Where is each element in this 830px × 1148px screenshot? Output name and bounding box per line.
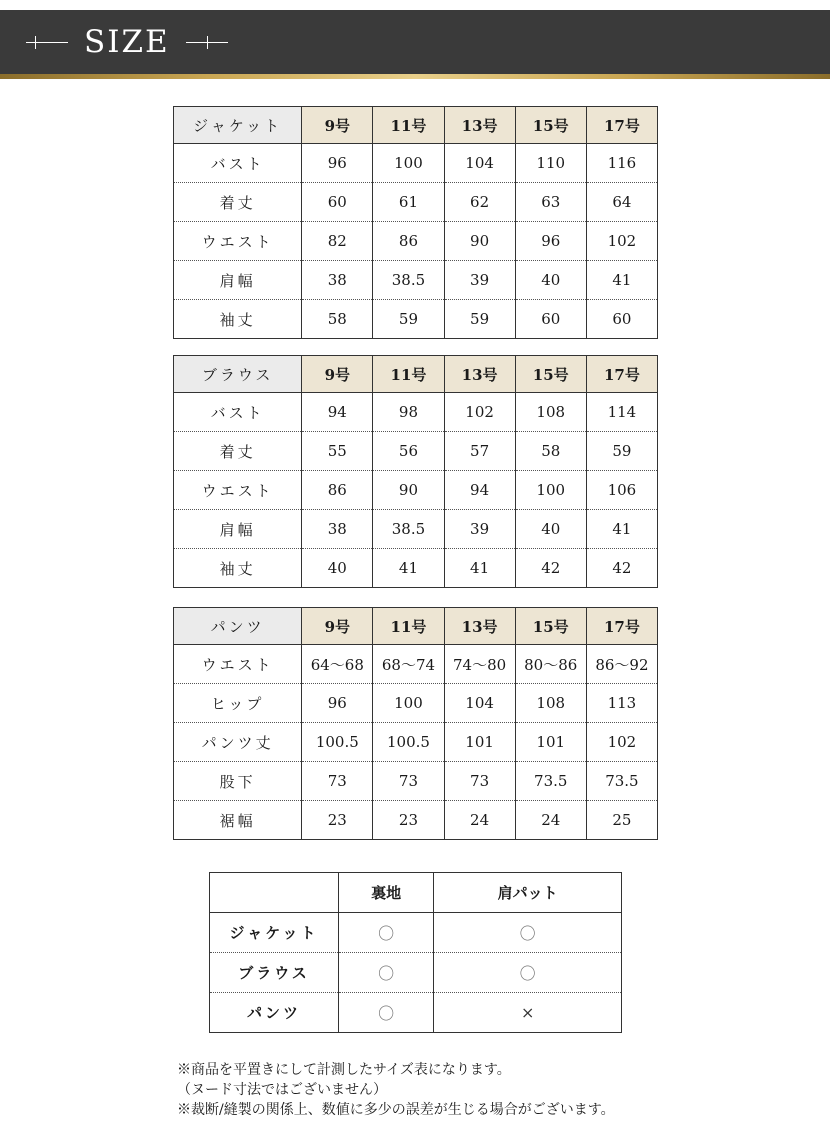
table-row [174,432,658,471]
availability-mark: 〇 [434,913,622,953]
cell: 41 [373,549,444,588]
cell: 74～80 [444,645,515,684]
cell: 114 [586,393,657,432]
cell: 56 [373,432,444,471]
cell: 101 [444,723,515,762]
cell: 100 [515,471,586,510]
size-header: 15号 [515,356,586,393]
row-label: パンツ丈 [174,723,302,762]
table-row [210,913,622,953]
table-header-row [174,107,658,144]
cell: 58 [302,300,373,339]
row-label: 着丈 [174,183,302,222]
cell: 101 [515,723,586,762]
cell: 94 [302,393,373,432]
cell: 64～68 [302,645,373,684]
table-row [174,393,658,432]
cell: 104 [444,684,515,723]
cell: 24 [444,801,515,840]
size-header: 17号 [586,608,657,645]
cell: 96 [302,684,373,723]
cell: 100 [373,144,444,183]
table-row [174,261,658,300]
cell: 41 [444,549,515,588]
table-row [174,645,658,684]
size-table-blouse [173,355,658,588]
cell: 64 [586,183,657,222]
cell: 60 [515,300,586,339]
row-label: バスト [174,144,302,183]
cell: 86～92 [586,645,657,684]
table-row [174,183,658,222]
cell: 41 [586,510,657,549]
row-label: ブラウス [210,953,339,993]
size-header: 11号 [373,356,444,393]
note-line: ※裁断/縫製の関係上、数値に多少の誤差が生じる場合がございます。 [177,1102,615,1118]
cell: 113 [586,684,657,723]
table-row [210,953,622,993]
table-row [174,684,658,723]
row-label: ウエスト [174,471,302,510]
cell: 96 [302,144,373,183]
size-header: 11号 [373,107,444,144]
note-line: （ヌード寸法ではございません） [177,1082,387,1098]
cell: 39 [444,510,515,549]
options-corner [210,873,339,913]
cell: 80～86 [515,645,586,684]
cell: 23 [373,801,444,840]
cell: 59 [373,300,444,339]
table-row [174,801,658,840]
row-label: 肩幅 [174,261,302,300]
table-row [174,762,658,801]
availability-mark: 〇 [339,953,434,993]
table-row [174,549,658,588]
cell: 100.5 [302,723,373,762]
row-label: バスト [174,393,302,432]
cell: 108 [515,393,586,432]
size-header: 13号 [444,107,515,144]
table-row [174,144,658,183]
size-header: 11号 [373,608,444,645]
table-row [174,723,658,762]
table-category: パンツ [174,608,302,645]
cell: 42 [515,549,586,588]
cell: 55 [302,432,373,471]
cell: 116 [586,144,657,183]
table-row [174,510,658,549]
row-label: 肩幅 [174,510,302,549]
cell: 86 [302,471,373,510]
cell: 60 [612,310,632,328]
cell: 68～74 [373,645,444,684]
size-header: 15号 [515,608,586,645]
cell: 63 [515,183,586,222]
cell: 106 [586,471,657,510]
size-header: 9号 [302,356,373,393]
cell: 38 [302,510,373,549]
cell: 82 [302,222,373,261]
section-title-group [26,10,228,74]
table-row [210,993,622,1033]
option-header-shoulder-pad: 肩パット [434,873,622,913]
cross-line-right-icon [186,10,228,74]
table-header-row [174,356,658,393]
row-label: 着丈 [174,432,302,471]
cell: 59 [586,432,657,471]
table-category: ブラウス [174,356,302,393]
table-row [174,471,658,510]
cell: 73.5 [586,762,657,801]
size-table-pants [173,607,658,840]
availability-mark: 〇 [339,993,434,1033]
cell: 40 [302,549,373,588]
size-header: 13号 [444,356,515,393]
cell: 40 [515,510,586,549]
cell: 108 [515,684,586,723]
cell: 58 [515,432,586,471]
availability-mark: 〇 [339,913,434,953]
cell: 73 [373,762,444,801]
cell: 60 [302,183,373,222]
cell: 100.5 [373,723,444,762]
size-header: 9号 [302,107,373,144]
cell: 102 [586,222,657,261]
header-gold-rule [0,74,830,79]
cell: 61 [373,183,444,222]
table-header-row [210,873,622,913]
cell: 96 [515,222,586,261]
cell: 38.5 [373,510,444,549]
cell: 102 [586,723,657,762]
note-line: ※商品を平置きにして計測したサイズ表になります。 [177,1062,511,1078]
cell: 110 [515,144,586,183]
size-header: 9号 [302,608,373,645]
size-header: 17号 [586,356,657,393]
cell: 57 [444,432,515,471]
size-table-jacket [173,106,658,339]
cell: 90 [444,222,515,261]
cell: 73 [444,762,515,801]
cell: 42 [612,559,632,577]
cell: 24 [515,801,586,840]
cell: 102 [444,393,515,432]
table-row [174,222,658,261]
cell: 62 [444,183,515,222]
cell: 38 [302,261,373,300]
row-label: 裾幅 [174,801,302,840]
availability-mark: × [520,1003,535,1022]
row-label: 袖丈 [174,549,302,588]
cell: 98 [373,393,444,432]
cell: 73 [302,762,373,801]
size-header: 15号 [515,107,586,144]
availability-mark: 〇 [434,953,622,993]
notes [177,1060,615,1120]
size-header: 17号 [586,107,657,144]
row-label: ウエスト [174,645,302,684]
options-table [209,872,622,1033]
cell: 94 [444,471,515,510]
cell: 41 [586,261,657,300]
table-header-row [174,608,658,645]
row-label: 袖丈 [174,300,302,339]
cell: 59 [444,300,515,339]
cell: 73.5 [515,762,586,801]
cell: 39 [444,261,515,300]
cell: 90 [373,471,444,510]
cell: 38.5 [373,261,444,300]
option-header-lining: 裏地 [339,873,434,913]
cell: 25 [612,811,632,829]
row-label: パンツ [210,993,339,1033]
cell: 100 [373,684,444,723]
cross-line-left-icon [26,10,68,74]
row-label: 股下 [174,762,302,801]
size-header: 13号 [444,608,515,645]
cell: 104 [444,144,515,183]
table-category: ジャケット [174,107,302,144]
cell: 23 [302,801,373,840]
row-label: ヒップ [174,684,302,723]
cell: 40 [515,261,586,300]
row-label: ウエスト [174,222,302,261]
section-title: SIZE [84,24,170,60]
cell: 86 [373,222,444,261]
row-label: ジャケット [210,913,339,953]
table-row [174,300,658,339]
